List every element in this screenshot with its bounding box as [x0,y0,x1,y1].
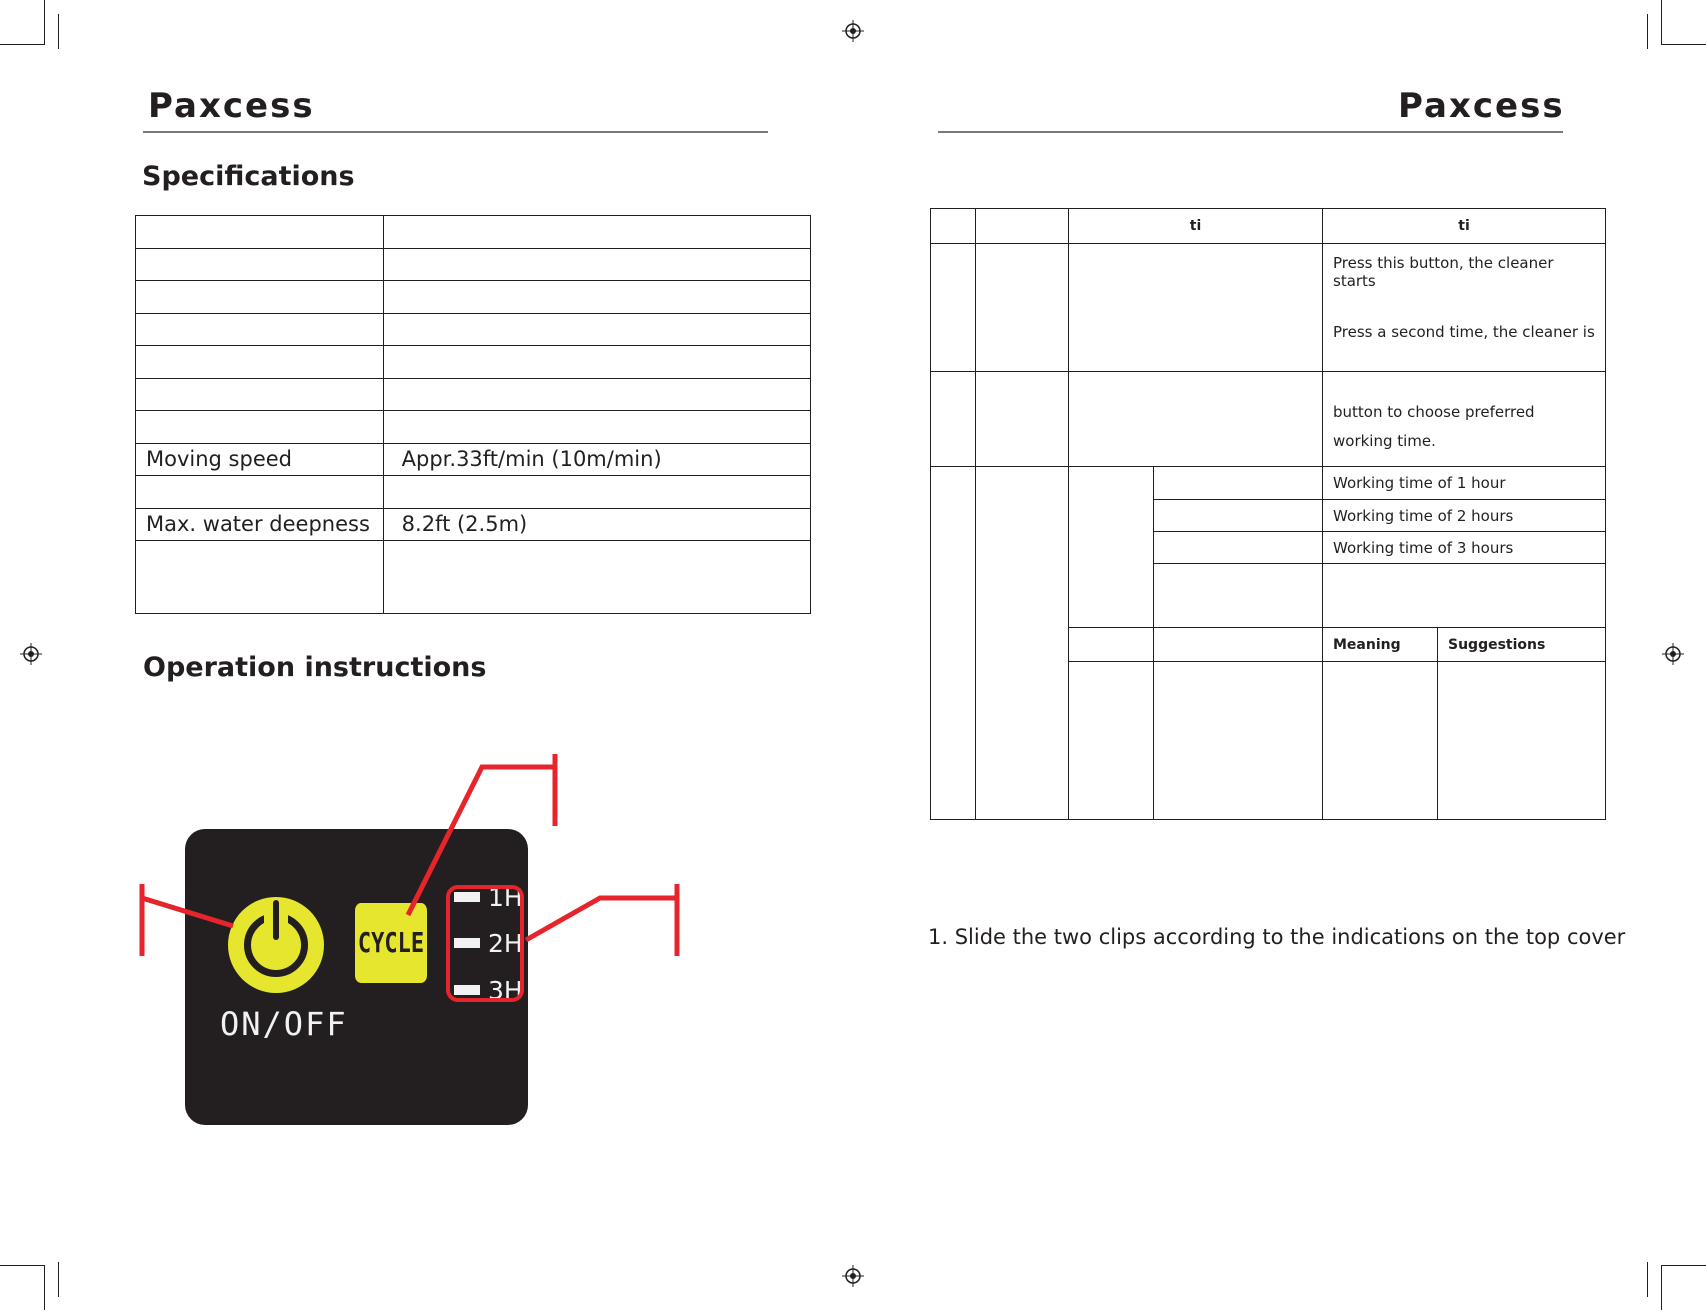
meaning-header: Meaning [1323,628,1438,662]
operation-instructions-title: Operation instructions [143,652,487,683]
spec-label: Max. water deepness [136,508,384,541]
timer-row-text: Working time of 2 hours [1323,500,1606,532]
brand-logo-left: Paxcess [148,86,315,126]
table-row [931,244,1606,372]
description-line: Press this button, the cleaner starts [1333,254,1554,290]
table-row [931,467,1606,500]
description-line: button to choose preferred [1333,403,1535,421]
description-line: Press a second time, the cleaner is [1333,323,1595,341]
instruction-step-1: 1. Slide the two clips according to the indications on the top cover [928,925,1626,949]
timer-callout-line [526,898,677,940]
power-description [1323,244,1606,372]
brand-logo-right: Paxcess [1398,86,1565,126]
spec-value: 8.2ft (2.5m) [383,508,810,541]
timer-row-text: Working time of 3 hours [1323,532,1606,564]
cycle-callout-line [408,767,555,915]
table-row [931,372,1606,467]
spec-label: Moving speed [136,443,384,476]
on-off-label: ON/OFF [220,1005,348,1043]
operation-table [930,208,1606,820]
specifications-title: Specifications [142,161,355,192]
spec-value: Appr.33ft/min (10m/min) [383,443,810,476]
table-row [931,209,1606,244]
timer-label: 2H [488,928,523,958]
timer-row-text: Working time of 1 hour [1323,467,1606,500]
cycle-button: CYCLE [355,903,427,983]
timer-label: 3H [488,975,523,1005]
suggestions-header: Suggestions [1438,628,1606,662]
power-callout-line [142,898,233,926]
cycle-description [1323,372,1606,467]
timer-label: 1H [488,882,523,912]
description-line: working time. [1333,432,1436,450]
header-cell: ti [1323,209,1606,244]
header-cell: ti [1069,209,1323,244]
